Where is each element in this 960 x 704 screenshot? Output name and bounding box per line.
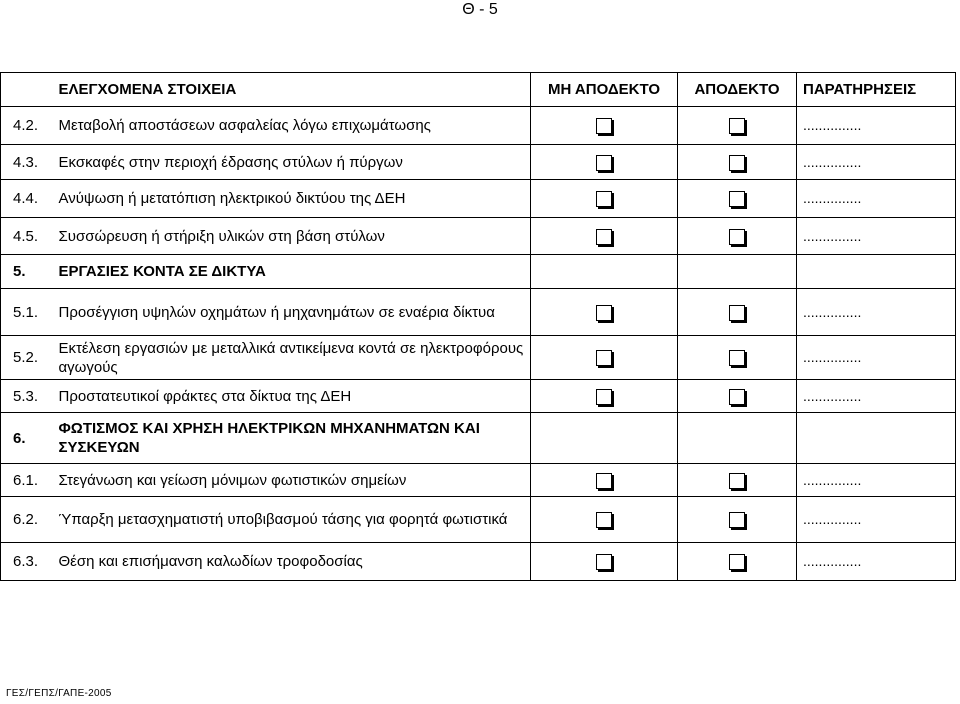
acceptable-checkbox[interactable] xyxy=(729,155,745,171)
remarks-field xyxy=(797,413,956,464)
table-row xyxy=(1,497,956,543)
not-acceptable-checkbox[interactable] xyxy=(596,191,612,207)
table-row xyxy=(1,145,956,180)
acceptable-cell xyxy=(678,145,797,180)
row-number: 4.2. xyxy=(1,107,57,145)
header-number-cell xyxy=(1,73,57,107)
header-acceptable: ΑΠΟΔΕΚΤΟ xyxy=(678,73,797,107)
section-row xyxy=(1,255,956,289)
acceptable-cell xyxy=(678,543,797,581)
row-number: 5.3. xyxy=(1,380,57,413)
acceptable-cell xyxy=(678,218,797,255)
table-row xyxy=(1,289,956,336)
not-acceptable-cell xyxy=(531,336,678,380)
row-number: 4.4. xyxy=(1,180,57,218)
acceptable-cell xyxy=(678,464,797,497)
row-description: Ύπαρξη μετασχηματιστή υποβιβασμού τάσης για φορητά φωτιστικά xyxy=(57,497,531,543)
inspection-checklist-table xyxy=(0,72,956,581)
header-items: ΕΛΕΓΧΟΜΕΝΑ ΣΤΟΙΧΕΙΑ xyxy=(57,73,531,107)
not-acceptable-cell xyxy=(531,289,678,336)
document-footer-code: ΓΕΣ/ΓΕΠΣ/ΓΑΠΕ-2005 xyxy=(6,688,112,699)
remarks-field[interactable]: ............... xyxy=(797,107,956,145)
row-description: Προσέγγιση υψηλών οχημάτων ή μηχανημάτων σε εναέρια δίκτυα xyxy=(57,289,531,336)
remarks-field[interactable]: ............... xyxy=(797,180,956,218)
page-number: Θ - 5 xyxy=(462,1,498,18)
not-acceptable-cell xyxy=(531,380,678,413)
table-header-row xyxy=(1,73,956,107)
acceptable-cell xyxy=(678,413,797,464)
row-description: Προστατευτικοί φράκτες στα δίκτυα της ΔΕΗ xyxy=(57,380,531,413)
acceptable-cell xyxy=(678,380,797,413)
remarks-field[interactable]: ............... xyxy=(797,336,956,380)
not-acceptable-checkbox[interactable] xyxy=(596,512,612,528)
acceptable-cell xyxy=(678,289,797,336)
not-acceptable-checkbox[interactable] xyxy=(596,155,612,171)
acceptable-checkbox[interactable] xyxy=(729,118,745,134)
remarks-field[interactable]: ............... xyxy=(797,380,956,413)
not-acceptable-checkbox[interactable] xyxy=(596,350,612,366)
row-description: Θέση και επισήμανση καλωδίων τροφοδοσίας xyxy=(57,543,531,581)
not-acceptable-checkbox[interactable] xyxy=(596,389,612,405)
acceptable-checkbox[interactable] xyxy=(729,191,745,207)
not-acceptable-cell xyxy=(531,413,678,464)
table-row xyxy=(1,464,956,497)
not-acceptable-cell xyxy=(531,218,678,255)
row-number: 6. xyxy=(1,413,57,464)
row-number: 6.3. xyxy=(1,543,57,581)
row-description: Εκσκαφές στην περιοχή έδρασης στύλων ή πύργων xyxy=(57,145,531,180)
header-remarks: ΠΑΡΑΤΗΡΗΣΕΙΣ xyxy=(797,73,956,107)
row-number: 4.3. xyxy=(1,145,57,180)
acceptable-cell xyxy=(678,497,797,543)
acceptable-checkbox[interactable] xyxy=(729,473,745,489)
not-acceptable-cell xyxy=(531,145,678,180)
table-row xyxy=(1,180,956,218)
not-acceptable-cell xyxy=(531,497,678,543)
remarks-field[interactable]: ............... xyxy=(797,218,956,255)
acceptable-checkbox[interactable] xyxy=(729,305,745,321)
not-acceptable-cell xyxy=(531,107,678,145)
row-description: ΕΡΓΑΣΙΕΣ ΚΟΝΤΑ ΣΕ ΔΙΚΤΥΑ xyxy=(57,255,531,289)
row-number: 6.2. xyxy=(1,497,57,543)
acceptable-cell xyxy=(678,336,797,380)
acceptable-cell xyxy=(678,255,797,289)
not-acceptable-checkbox[interactable] xyxy=(596,554,612,570)
not-acceptable-cell xyxy=(531,180,678,218)
table-row xyxy=(1,336,956,380)
row-description: Στεγάνωση και γείωση μόνιμων φωτιστικών σημείων xyxy=(57,464,531,497)
table-row xyxy=(1,543,956,581)
acceptable-checkbox[interactable] xyxy=(729,229,745,245)
remarks-field[interactable]: ............... xyxy=(797,145,956,180)
row-description: Συσσώρευση ή στήριξη υλικών στη βάση στύλων xyxy=(57,218,531,255)
acceptable-cell xyxy=(678,107,797,145)
row-number: 4.5. xyxy=(1,218,57,255)
section-row xyxy=(1,413,956,464)
not-acceptable-checkbox[interactable] xyxy=(596,473,612,489)
table-row xyxy=(1,380,956,413)
not-acceptable-cell xyxy=(531,543,678,581)
not-acceptable-cell xyxy=(531,255,678,289)
table-row xyxy=(1,107,956,145)
not-acceptable-checkbox[interactable] xyxy=(596,229,612,245)
row-number: 5. xyxy=(1,255,57,289)
row-number: 5.1. xyxy=(1,289,57,336)
acceptable-checkbox[interactable] xyxy=(729,350,745,366)
acceptable-checkbox[interactable] xyxy=(729,512,745,528)
not-acceptable-checkbox[interactable] xyxy=(596,118,612,134)
acceptable-cell xyxy=(678,180,797,218)
row-number: 6.1. xyxy=(1,464,57,497)
table-row xyxy=(1,218,956,255)
acceptable-checkbox[interactable] xyxy=(729,554,745,570)
row-description: Εκτέλεση εργασιών με μεταλλικά αντικείμενα κοντά σε ηλεκτροφόρους αγωγούς xyxy=(57,336,531,380)
acceptable-checkbox[interactable] xyxy=(729,389,745,405)
row-description: Μεταβολή αποστάσεων ασφαλείας λόγω επιχωμάτωσης xyxy=(57,107,531,145)
not-acceptable-cell xyxy=(531,464,678,497)
remarks-field[interactable]: ............... xyxy=(797,543,956,581)
not-acceptable-checkbox[interactable] xyxy=(596,305,612,321)
row-number: 5.2. xyxy=(1,336,57,380)
remarks-field[interactable]: ............... xyxy=(797,289,956,336)
remarks-field xyxy=(797,255,956,289)
row-description: ΦΩΤΙΣΜΟΣ ΚΑΙ ΧΡΗΣΗ ΗΛΕΚΤΡΙΚΩΝ ΜΗΧΑΝΗΜΑΤΩΝ ΚΑΙ ΣΥΣΚΕΥΩΝ xyxy=(57,413,531,464)
remarks-field[interactable]: ............... xyxy=(797,464,956,497)
row-description: Ανύψωση ή μετατόπιση ηλεκτρικού δικτύου της ΔΕΗ xyxy=(57,180,531,218)
remarks-field[interactable]: ............... xyxy=(797,497,956,543)
header-not-acceptable: ΜΗ ΑΠΟΔΕΚΤΟ xyxy=(531,73,678,107)
